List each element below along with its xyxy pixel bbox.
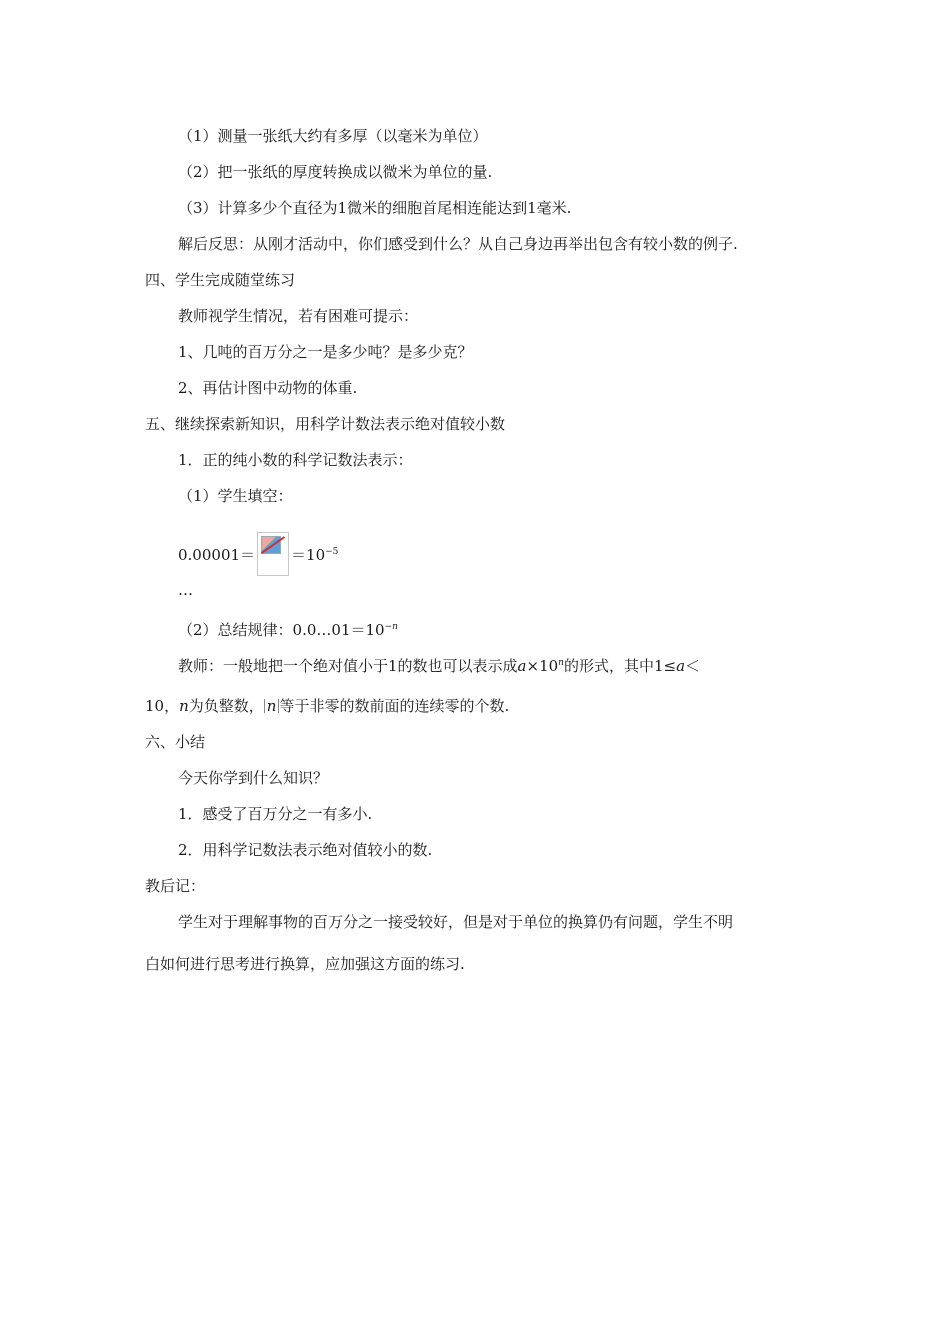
text-line-teacher-hint: 教师视学生情况，若有困难可提示： bbox=[178, 307, 419, 325]
note-n: n bbox=[179, 697, 189, 715]
note-part5: 等于非零的数前面的连续零的个数. bbox=[279, 697, 510, 715]
section-heading-5: 五、继续探索新知识，用科学计数法表示绝对值较小数 bbox=[145, 415, 506, 433]
note-part1: 教师：一般地把一个绝对值小于1的数也可以表示成 bbox=[178, 657, 518, 675]
list-item-1: 1、几吨的百万分之一是多少吨？是多少克？ bbox=[178, 343, 473, 361]
teacher-note-line-1 bbox=[178, 656, 700, 676]
postscript-line-1: 学生对于理解事物的百万分之一接受较好，但是对于单位的换算仍有问题，学生不明 bbox=[178, 913, 734, 931]
note-part4: 为负整数， bbox=[188, 697, 264, 715]
formula1-exponent: −5 bbox=[325, 547, 339, 557]
broken-image-icon bbox=[257, 532, 289, 576]
text-line-3 bbox=[178, 198, 571, 218]
teacher-note-line-2 bbox=[145, 696, 509, 716]
text-line-3-content: （3）计算多少个直径为1微米的细胞首尾相连能达到1毫米. bbox=[178, 199, 572, 217]
note-part2: 的形式，其中1≤ bbox=[563, 657, 677, 675]
section-heading-6: 六、小结 bbox=[145, 733, 206, 751]
section-heading-4: 四、学生完成随堂练习 bbox=[145, 271, 296, 289]
formula2-text: （2）总结规律：0.0…01＝10 bbox=[178, 621, 385, 639]
abs-n: n bbox=[264, 699, 280, 713]
text-line-2: （2）把一张纸的厚度转换成以微米为单位的量. bbox=[178, 163, 493, 181]
formula2-exponent: −n bbox=[384, 622, 398, 632]
summary-item-2: 2．用科学记数法表示绝对值较小的数. bbox=[178, 841, 433, 859]
subheading-1: 1．正的纯小数的科学记数法表示： bbox=[178, 451, 413, 469]
ellipsis-line: … bbox=[178, 581, 193, 599]
postscript-line-2: 白如何进行思考进行换算，应加强这方面的练习. bbox=[145, 955, 465, 973]
text-line-1: （1）测量一张纸大约有多厚（以毫米为单位） bbox=[178, 127, 488, 145]
list-item-2: 2、再估计图中动物的体重. bbox=[178, 379, 358, 397]
reflection-line: 解后反思：从刚才活动中，你们感受到什么？从自己身边再举出包含有较小数的例子. bbox=[178, 235, 738, 253]
formula1-left: 0.00001＝ bbox=[178, 546, 256, 564]
formula1-right: ＝10 bbox=[291, 546, 326, 564]
formula-line-2 bbox=[178, 620, 398, 640]
note-times: ×10 bbox=[526, 657, 559, 675]
formula-line-1 bbox=[178, 532, 338, 576]
image-placeholder-icon bbox=[261, 536, 281, 554]
note-n-exp: n bbox=[558, 658, 564, 668]
note-line2-start: 10， bbox=[145, 697, 180, 715]
summary-item-1: 1．感受了百万分之一有多小. bbox=[178, 805, 373, 823]
subheading-fill: （1）学生填空： bbox=[178, 487, 293, 505]
note-a2: a bbox=[676, 657, 686, 675]
note-part3: ＜ bbox=[685, 657, 701, 675]
note-a: a bbox=[517, 657, 527, 675]
postscript-heading: 教后记： bbox=[145, 877, 206, 895]
summary-question: 今天你学到什么知识？ bbox=[178, 769, 329, 787]
